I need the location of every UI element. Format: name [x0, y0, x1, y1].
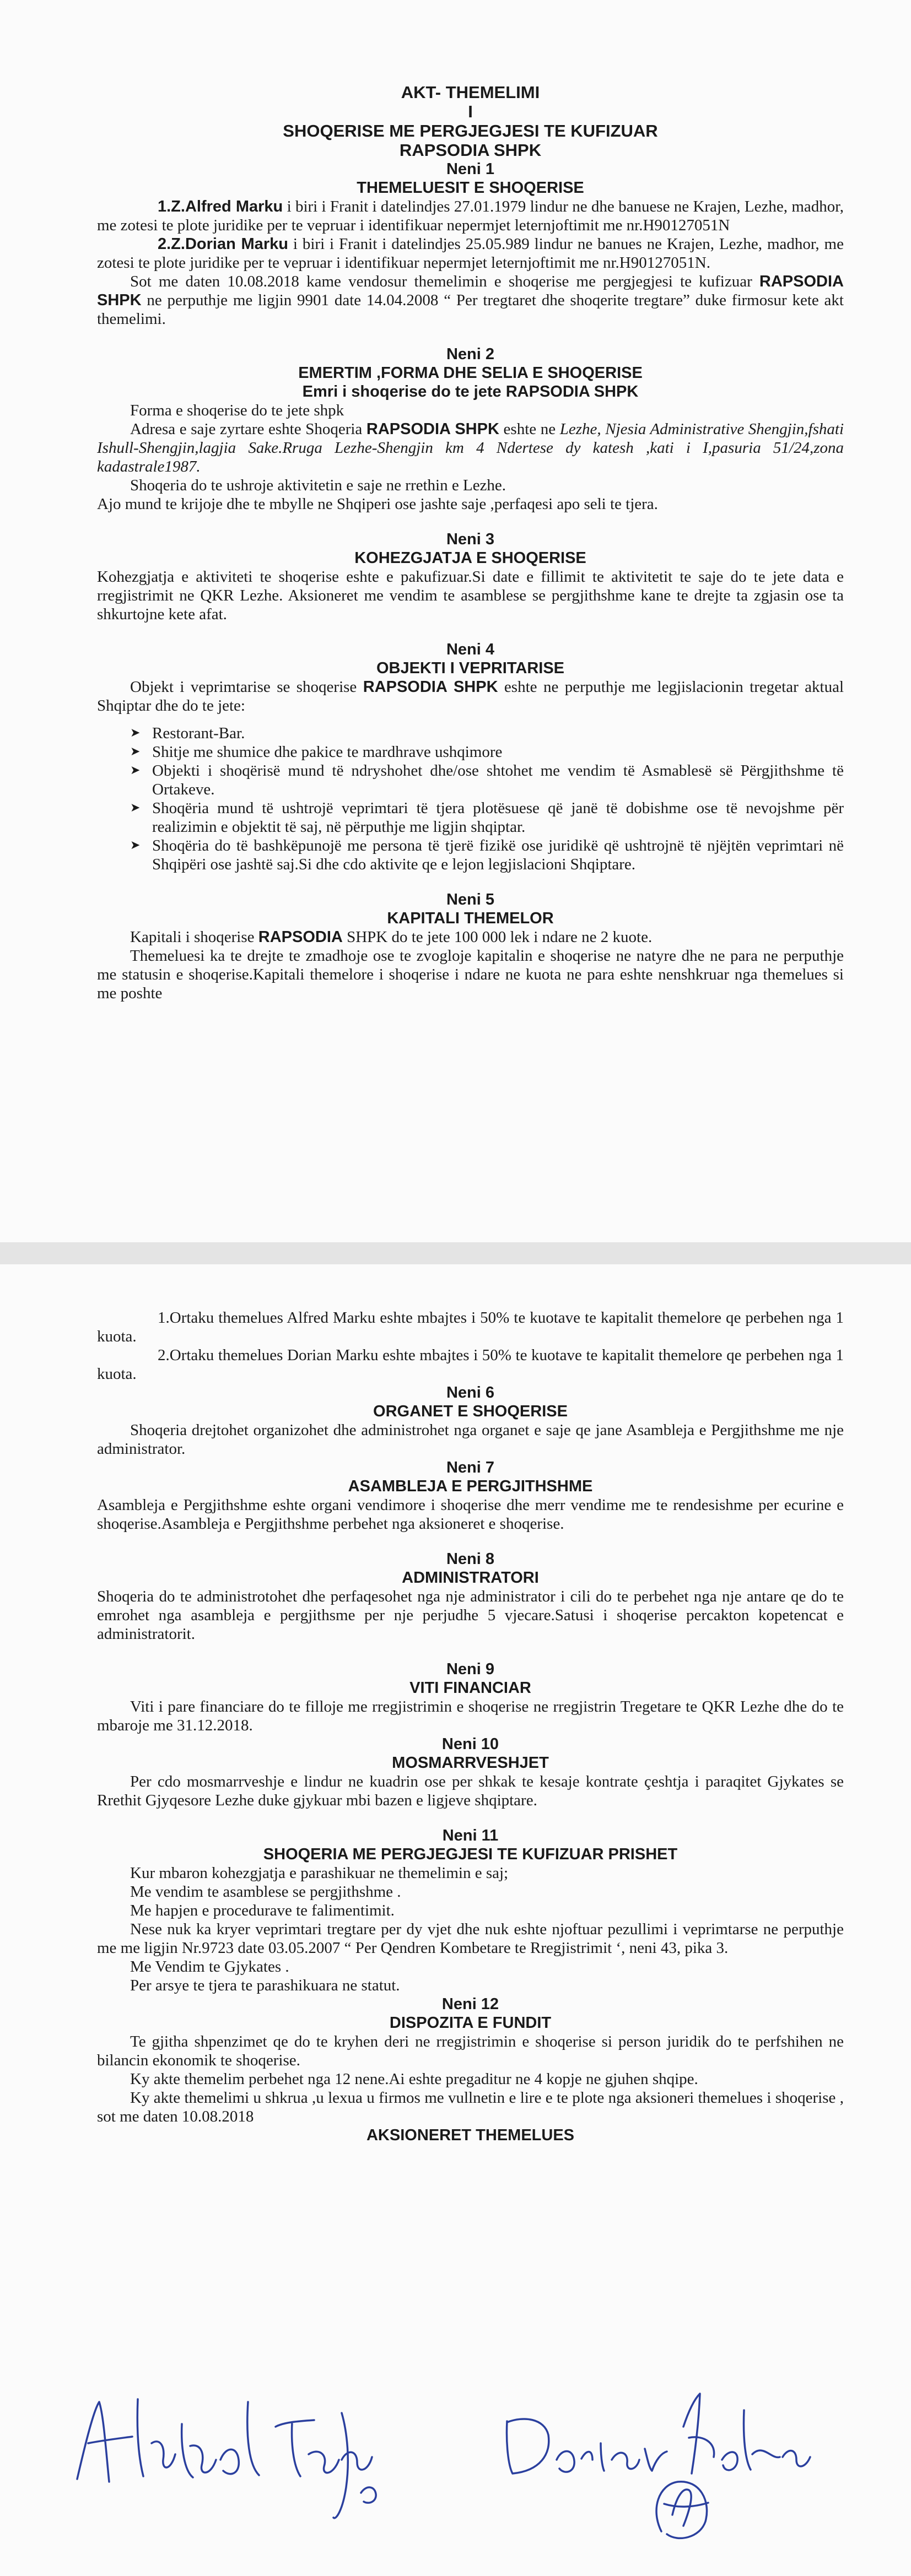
page-1-content [97, 83, 844, 1003]
article-2 [97, 345, 844, 513]
page-gap [0, 1242, 911, 1264]
article-1 [97, 160, 844, 328]
list-item: ➤ Shoqëria do të bashkëpunojë me persona të tjerë fizikë ose juridikë që ushtrojnë të njëjtën veprimtari në Shqipëri ose jashtë saj.Si dhe cdo aktivite qe e lejon legjislacioni Shqiptare. [130, 837, 844, 873]
founder-1-name: 1.Z.Alfred Marku [158, 198, 283, 215]
founding-decision-paragraph: Sot me daten 10.08.2018 kame vendosur themelimin e shoqerise me pergjegjesi te kufizuar RAPSODIA SHPK ne perputhje me ligjin 9901 date 14.04.2008 “ Per tregtaret dhe shoqerite tregtare” duke firmosur kete akt themelimi. [97, 273, 844, 328]
article-number: Neni 12 [441, 1995, 499, 2013]
article-heading: VITI FINANCIAR [409, 1679, 531, 1697]
article-8 [97, 1550, 844, 1643]
address-paragraph: Adresa e saje zyrtare eshte Shoqeria RAPSODIA SHPK eshte ne Lezhe, Njesia Administrative Shengjin,fshati Ishull-Shengjin,lagjia Sake.Rruga Lezhe-Shengjin km 4 Ndertese dy katesh ,kati i I,pasuria 51/24,zona kadastrale1987. [97, 420, 844, 475]
paragraph: Shoqeria drejtohet organizohet dhe administrohet nga organet e saje qe jane Asambleja e Pergjithshme me nje administrator. [97, 1421, 844, 1458]
paragraph: Me Vendim te Gjykates . [130, 1958, 289, 1976]
article-heading: KAPITALI THEMELOR [387, 910, 554, 927]
founder-1-paragraph: 1.Z.Alfred Marku i biri i Franit i datelindjes 27.01.1979 lindur ne dhe banuese ne Krajen, Lezhe, madhor, me zotesi te plote juridike per te vepruar i identifikuar nepermjet leternjoftimit me nr.H90127051N [97, 198, 844, 234]
article-number: Neni 4 [446, 641, 495, 658]
article-6 [97, 1383, 844, 1458]
paragraph: Ajo mund te krijoje dhe te mbylle ne Shqiperi ose jashte saje ,perfaqesi apo seli te tjera. [97, 495, 658, 513]
paragraph: Me vendim te asamblese se pergjithshme . [130, 1883, 401, 1901]
paragraph: Kohezgjatja e aktiviteti te shoqerise eshte e pakufizuar.Si date e fillimit te aktivitetit te saje do te jete data e rregjistrimit ne QKR Lezhe. Aksioneret me vendim te asamblese se pergjithshme kane te drejte ta zgjasin ose ta shkurtojne kete afat. [97, 568, 844, 623]
article-heading: KOHEZGJATJA E SHOQERISE [354, 549, 586, 567]
article-12 [97, 1995, 844, 2145]
paragraph: Forma e shoqerise do te jete shpk [130, 402, 344, 419]
paragraph: Shoqeria do te administrotohet dhe perfaqesohet nga nje administrator i cili do te perbehet nga nje antare qe do te emrohet nga asambleja e pergjithsme per nje perjudhe 5 vjecare.Satusi i shoqerise percakton kopetencat e administratorit. [97, 1588, 844, 1643]
arrow-bullet-icon: ➤ [130, 764, 141, 777]
article-heading: ADMINISTRATORI [402, 1569, 539, 1587]
article-number: Neni 9 [446, 1660, 495, 1678]
article-number: Neni 6 [446, 1384, 495, 1401]
article-heading: SHOQERIA ME PERGJEGJESI TE KUFIZUAR PRISHET [263, 1846, 678, 1863]
article-4 [97, 640, 844, 874]
arrow-bullet-icon: ➤ [130, 838, 141, 852]
article-number: Neni 10 [441, 1735, 499, 1753]
document-title: AKT- THEMELIMI [401, 83, 540, 102]
signatures-area [55, 2377, 827, 2542]
article-number: Neni 3 [446, 531, 495, 548]
article-number: Neni 5 [446, 891, 495, 908]
arrow-bullet-icon: ➤ [130, 801, 141, 815]
article-11 [97, 1826, 844, 1995]
article-heading: ORGANET E SHOQERISE [373, 1403, 568, 1420]
document-title-connector: I [468, 102, 473, 121]
page-2-content [97, 1308, 844, 2145]
arrow-bullet-icon: ➤ [130, 745, 141, 759]
article-10 [97, 1735, 844, 1810]
paragraph: Themeluesi ka te drejte te zmadhoje ose te zvogloje kapitalin e shoqerise ne natyre dhe ne para ne perputhje me statusin e shoqerise.Kapitali themelore i shoqerise i ndare ne kuota ne para eshte nenshkruar nga themelues si me poshte [97, 947, 844, 1002]
article-number: Neni 2 [446, 345, 495, 363]
article-subheading: Emri i shoqerise do te jete RAPSODIA SHPK [302, 383, 639, 401]
paragraph: Ky akte themelim perbehet nga 12 nene.Ai eshte pregaditur ne 4 kopje ne gjuhen shqipe. [130, 2070, 698, 2088]
paragraph: Objekt i veprimtarise se shoqerise RAPSODIA SHPK eshte ne perputhje me legjislacionin tregetar aktual Shqiptar dhe do te jete: [97, 678, 844, 715]
signatories-heading: AKSIONERET THEMELUES [366, 2126, 575, 2144]
signatures-drawing [55, 2377, 827, 2542]
stamp-scribble [656, 2482, 708, 2539]
article-3 [97, 530, 844, 624]
article-heading: MOSMARRVESHJET [392, 1754, 549, 1772]
paragraph: Te gjitha shpenzimet qe do te kryhen deri ne rregjistrimin e shoqerise si person juridik do te perfshihen ne bilancin ekonomik te shoqerise. [97, 2033, 844, 2069]
document-title-company-type: SHOQERISE ME PERGJEGJESI TE KUFIZUAR [283, 121, 658, 140]
paragraph: Per cdo mosmarrveshje e lindur ne kuadrin ose per shkak te kesaje kontrate çeshtja i paraqitet Gjykates se Rrethit Gjyqesore Lezhe duke gjykuar mbi bazen e ligjeve shqiptare. [97, 1773, 844, 1809]
document-page-1 [0, 0, 911, 1242]
article-heading: ASAMBLEJA E PERGJITHSHME [348, 1478, 593, 1495]
document-title-company-name: RAPSODIA SHPK [399, 140, 542, 160]
alfred-signature [77, 2399, 376, 2518]
paragraph: Ky akte themelimi u shkrua ,u lexua u firmos me vullnetin e lire e te plote nga aksioneri themelues i shoqerise , sot me daten 10.08.2018 [97, 2089, 844, 2125]
activity-list [97, 724, 844, 874]
article-heading: DISPOZITA E FUNDIT [389, 2014, 552, 2032]
shareholder-2-paragraph: 2.Ortaku themelues Dorian Marku eshte mbajtes i 50% te kuotave te kapitalit themelore qe perbehen nga 1 kuota. [97, 1346, 844, 1383]
article-number: Neni 8 [446, 1550, 495, 1568]
paragraph: Kur mbaron kohezgjatja e parashikuar ne themelimin e saj; [130, 1864, 509, 1882]
dorian-signature [506, 2394, 810, 2474]
paragraph: Kapitali i shoqerise RAPSODIA SHPK do te jete 100 000 lek i ndare ne 2 kuote. [130, 928, 653, 946]
list-item: ➤ Shitje me shumice dhe pakice te mardhrave ushqimore [130, 743, 503, 761]
paragraph: Me hapjen e procedurave te falimentimit. [130, 1902, 395, 1919]
article-number: Neni 11 [442, 1827, 499, 1844]
list-item: ➤ Objekti i shoqërisë mund të ndryshohet dhe/ose shtohet me vendim të Asmablesë së Përgjithshme të Ortakeve. [130, 762, 844, 798]
article-heading: OBJEKTI I VEPRITARISE [376, 659, 565, 677]
paragraph: Per arsye te tjera te parashikuara ne statut. [130, 1977, 400, 1994]
article-heading: EMERTIM ,FORMA DHE SELIA E SHOQERISE [298, 364, 643, 382]
list-item: ➤ Restorant-Bar. [130, 724, 245, 742]
arrow-bullet-icon: ➤ [130, 726, 141, 740]
paragraph: Asambleja e Pergjithshme eshte organi vendimore i shoqerise dhe merr vendime me te rendesishme per ecurine e shoqerise.Asambleja e Pergjithshme perbehet nga aksioneret e shoqerise. [97, 1496, 844, 1533]
article-number: Neni 7 [446, 1459, 495, 1476]
article-9 [97, 1660, 844, 1735]
list-item: ➤ Shoqëria mund të ushtrojë veprimtari të tjera plotësuese që janë të dobishme ose të nevojshme për realizimin e objektit të saj, në përputhje me ligjin shqiptar. [130, 799, 844, 836]
article-7 [97, 1458, 844, 1533]
shareholder-1-paragraph: 1.Ortaku themelues Alfred Marku eshte mbajtes i 50% te kuotave te kapitalit themelore qe perbehen nga 1 kuota. [97, 1309, 844, 1345]
founder-2-name: 2.Z.Dorian Marku [158, 235, 288, 253]
paragraph: Nese nuk ka kryer veprimtari tregtare per dy vjet dhe nuk eshte njoftuar pezullimi i veprimtarse ne perputhje me me ligjin Nr.9723 date 03.05.2007 “ Per Qendren Kombetare te Rregjistrimit ‘, neni 43, pika 3. [97, 1920, 844, 1957]
paragraph: Viti i pare financiare do te filloje me rregjistrimin e shoqerise ne rregjistrin Tregetare te QKR Lezhe dhe do te mbaroje me 31.12.2018. [97, 1698, 844, 1734]
paragraph: Shoqeria do te ushroje aktivitetin e saje ne rrethin e Lezhe. [130, 477, 506, 494]
document-page-2 [0, 1264, 911, 2576]
article-5 [97, 890, 844, 1003]
founder-2-paragraph: 2.Z.Dorian Marku i biri i Franit i datelindjes 25.05.989 lindur ne banues ne Krajen, Lezhe, madhor, me zotesi te plote juridike per te vepruar i identifikuar nepermjet leternjoftimit me nr.H90127051N. [97, 235, 844, 272]
article-heading: THEMELUESIT E SHOQERISE [357, 179, 584, 197]
article-number: Neni 1 [446, 160, 495, 178]
